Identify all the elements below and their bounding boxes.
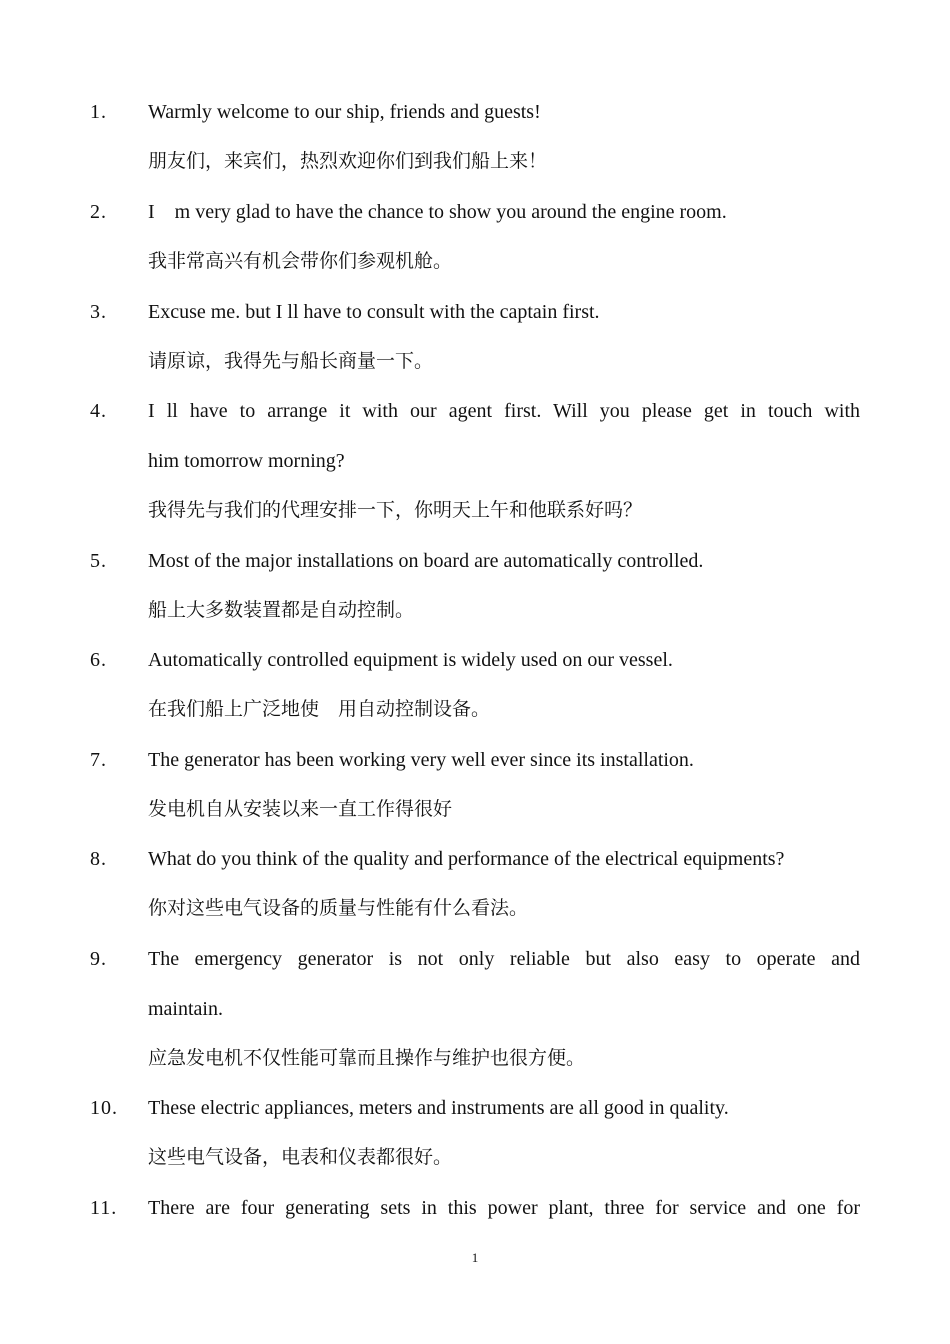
item-number: 10. <box>90 1097 118 1119</box>
chinese-translation: 这些电气设备，电表和仪表都很好。 <box>148 1146 453 1168</box>
english-sentence: Automatically controlled equipment is widely used on our vessel. <box>148 649 673 671</box>
chinese-translation: 你对这些电气设备的质量与性能有什么看法。 <box>148 897 529 919</box>
english-sentence: I m very glad to have the chance to show you around the engine room. <box>148 201 727 223</box>
english-sentence: What do you think of the quality and performance of the electrical equipments? <box>148 848 785 870</box>
item-number: 3. <box>90 301 107 323</box>
item-number: 5. <box>90 550 107 572</box>
item-number: 8. <box>90 848 107 870</box>
chinese-translation: 船上大多数装置都是自动控制。 <box>148 599 415 621</box>
english-sentence-continued: maintain. <box>148 998 223 1020</box>
english-sentence: Most of the major installations on board are automatically controlled. <box>148 550 704 572</box>
item-number: 1. <box>90 101 107 123</box>
item-number: 4. <box>90 400 107 422</box>
english-sentence: There are four generating sets in this power plant, three for service and one for <box>148 1197 860 1219</box>
english-sentence: Warmly welcome to our ship, friends and guests! <box>148 101 541 123</box>
chinese-translation: 请原谅，我得先与船长商量一下。 <box>148 350 434 372</box>
english-sentence: These electric appliances, meters and instruments are all good in quality. <box>148 1097 729 1119</box>
page-number: 1 <box>471 1250 479 1265</box>
chinese-translation: 我非常高兴有机会带你们参观机舱。 <box>148 250 453 272</box>
item-number: 6. <box>90 649 107 671</box>
english-sentence: The emergency generator is not only reliable but also easy to operate and <box>148 948 860 970</box>
item-number: 9. <box>90 948 107 970</box>
item-number: 11. <box>90 1197 118 1219</box>
chinese-translation: 应急发电机不仅性能可靠而且操作与维护也很方便。 <box>148 1047 586 1069</box>
english-sentence: I ll have to arrange it with our agent first. Will you please get in touch with <box>148 400 860 422</box>
item-number: 7. <box>90 749 107 771</box>
chinese-translation: 朋友们，来宾们，热烈欢迎你们到我们船上来！ <box>148 150 548 172</box>
english-sentence: Excuse me. but I ll have to consult with the captain first. <box>148 301 600 323</box>
item-number: 2. <box>90 201 107 223</box>
chinese-translation: 在我们船上广泛地使 用自动控制设备。 <box>148 698 491 720</box>
english-sentence: The generator has been working very well ever since its installation. <box>148 749 694 771</box>
chinese-translation: 我得先与我们的代理安排一下，你明天上午和他联系好吗？ <box>148 499 643 521</box>
english-sentence-continued: him tomorrow morning? <box>148 450 345 472</box>
chinese-translation: 发电机自从安装以来一直工作得很好 <box>148 798 453 820</box>
